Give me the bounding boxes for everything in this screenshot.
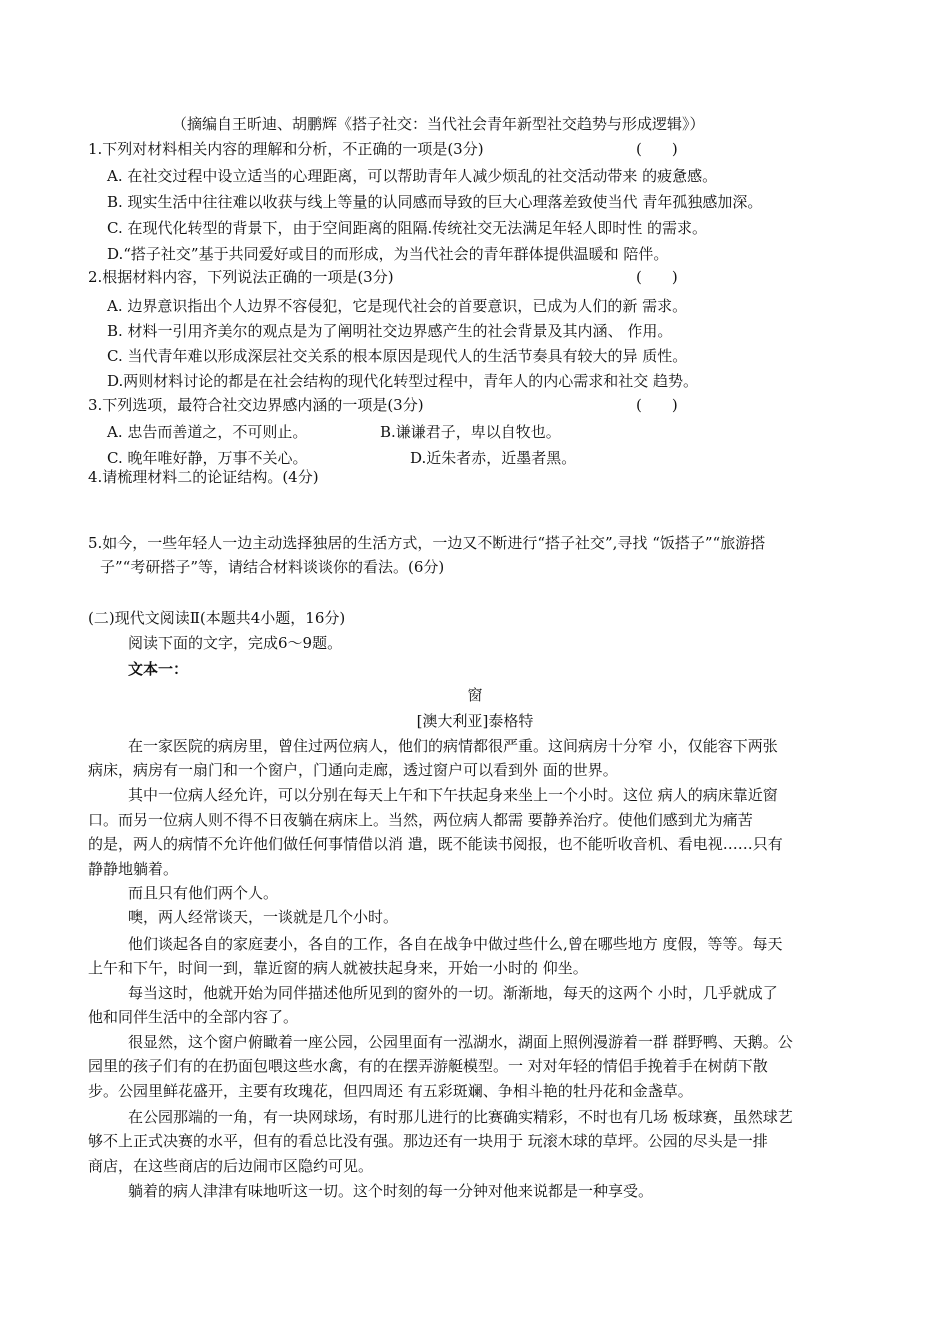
- question-1-stem: 1.下列对材料相关内容的理解和分析，不正确的一项是(3分): [88, 140, 484, 158]
- story-author: [澳大利亚]泰格特: [416, 712, 534, 730]
- question-5-line-1: 5.如今，一些年轻人一边主动选择独居的生活方式，一边又不断进行“搭子社交”,寻找 “饭搭子”“旅游搭: [88, 534, 766, 552]
- question-1-option-b: B. 现实生活中往往难以收获与线上等量的认同感而导致的巨大心理落差致使当代 青年孤独感加深。: [107, 193, 763, 211]
- story-line: 每当这时，他就开始为同伴描述他所见到的窗外的一切。渐渐地，每天的这两个 小时，几乎就成了: [128, 984, 778, 1002]
- question-2-option-d: D.两则材料讨论的都是在社会结构的现代化转型过程中，青年人的内心需求和社交 趋势。: [107, 372, 699, 390]
- question-3-answer-bracket: ( ): [636, 396, 678, 414]
- question-3-option-d: D.近朱者赤，近墨者黑。: [410, 449, 577, 467]
- question-1-answer-bracket: ( ): [636, 140, 678, 158]
- story-line: 步。公园里鲜花盛开，主要有玫瑰花，但四周还 有五彩斑斓、争相斗艳的牡丹花和金盏草。: [88, 1082, 693, 1100]
- story-line: 静静地躺着。: [88, 860, 179, 878]
- story-line: 而且只有他们两个人。: [128, 884, 279, 902]
- story-line: 他们谈起各自的家庭妻小，各自的工作，各自在战争中做过些什么,曾在哪些地方 度假，等等。每天: [128, 935, 783, 953]
- story-line: 病床，病房有一扇门和一个窗户，门通向走廊，透过窗户可以看到外 面的世界。: [88, 761, 618, 779]
- question-2-stem: 2.根据材料内容，下列说法正确的一项是(3分): [88, 268, 394, 286]
- story-line: 在一家医院的病房里，曾住过两位病人，他们的病情都很严重。这间病房十分窄 小，仅能容下两张: [128, 737, 778, 755]
- story-line: 够不上正式决赛的水平，但有的看总比没有强。那边还有一块用于 玩滚木球的草坪。公园的尽头是一排: [88, 1132, 768, 1150]
- question-4-stem: 4.请梳理材料二的论证结构。(4分): [88, 468, 319, 486]
- question-5-line-2: 子”“考研搭子”等，请结合材料谈谈你的看法。(6分): [100, 558, 445, 576]
- question-3-option-c: C. 晚年唯好静，万事不关心。: [107, 449, 308, 467]
- text-one-label: 文本一：: [128, 660, 189, 678]
- question-3-option-a: A. 忠告而善道之，不可则止。: [107, 423, 308, 441]
- story-line: 的是，两人的病情不允许他们做任何事情借以消 遣，既不能读书阅报，也不能听收音机、看电视……只有: [88, 835, 783, 853]
- section-2-instruction: 阅读下面的文字，完成6～9题。: [128, 634, 343, 652]
- story-line: 上午和下午，时间一到，靠近窗的病人就被扶起身来，开始一小时的 仰坐。: [88, 959, 588, 977]
- question-1-option-a: A. 在社交过程中设立适当的心理距离，可以帮助青年人减少烦乱的社交活动带来 的疲惫感。: [107, 167, 718, 185]
- story-line: 口。而另一位病人则不得不日夜躺在病床上。当然，两位病人都需 要静养治疗。使他们感到尤为痛苦: [88, 811, 753, 829]
- story-line: 他和同伴生活中的全部内容了。: [88, 1008, 299, 1026]
- story-line: 园里的孩子们有的在扔面包喂这些水禽，有的在摆弄游艇模型。一 对对年轻的情侣手挽着手在树荫下散: [88, 1057, 768, 1075]
- question-2-option-c: C. 当代青年难以形成深层社交关系的根本原因是现代人的生活节奏具有较大的异 质性。: [107, 347, 688, 365]
- source-citation: （摘编自王昕迪、胡鹏辉《搭子社交：当代社会青年新型社交趋势与形成逻辑》）: [172, 115, 705, 133]
- question-2-answer-bracket: ( ): [636, 268, 678, 286]
- question-3-option-b: B.谦谦君子，卑以自牧也。: [380, 423, 561, 441]
- section-2-heading: (二)现代文阅读Ⅱ(本题共4小题，16分): [88, 609, 346, 627]
- story-line: 躺着的病人津津有味地听这一切。这个时刻的每一分钟对他来说都是一种享受。: [128, 1182, 654, 1200]
- story-line: 其中一位病人经允许，可以分别在每天上午和下午扶起身来坐上一个小时。这位 病人的病床靠近窗: [128, 786, 778, 804]
- story-line: 很显然，这个窗户俯瞰着一座公园，公园里面有一泓湖水，湖面上照例漫游着一群 群野鸭、天鹅。公: [128, 1033, 793, 1051]
- question-2-option-a: A. 边界意识指出个人边界不容侵犯，它是现代社会的首要意识，已成为人们的新 需求。: [107, 297, 688, 315]
- story-line: 噢，两人经常谈天，一谈就是几个小时。: [128, 908, 399, 926]
- story-line: 商店，在这些商店的后边闹市区隐约可见。: [88, 1157, 374, 1175]
- question-1-option-d: D.“搭子社交”基于共同爱好或目的而形成，为当代社会的青年群体提供温暖和 陪伴。: [107, 245, 669, 263]
- story-line: 在公园那端的一角，有一块网球场，有时那儿进行的比赛确实精彩，不时也有几场 板球赛，虽然球艺: [128, 1108, 793, 1126]
- question-3-stem: 3.下列选项，最符合社交边界感内涵的一项是(3分): [88, 396, 424, 414]
- question-2-option-b: B. 材料一引用齐美尔的观点是为了阐明社交边界感产生的社会背景及其内涵、 作用。: [107, 322, 673, 340]
- question-1-option-c: C. 在现代化转型的背景下，由于空间距离的阻隔.传统社交无法满足年轻人即时性 的需求。: [107, 219, 708, 237]
- story-title: 窗: [467, 686, 483, 704]
